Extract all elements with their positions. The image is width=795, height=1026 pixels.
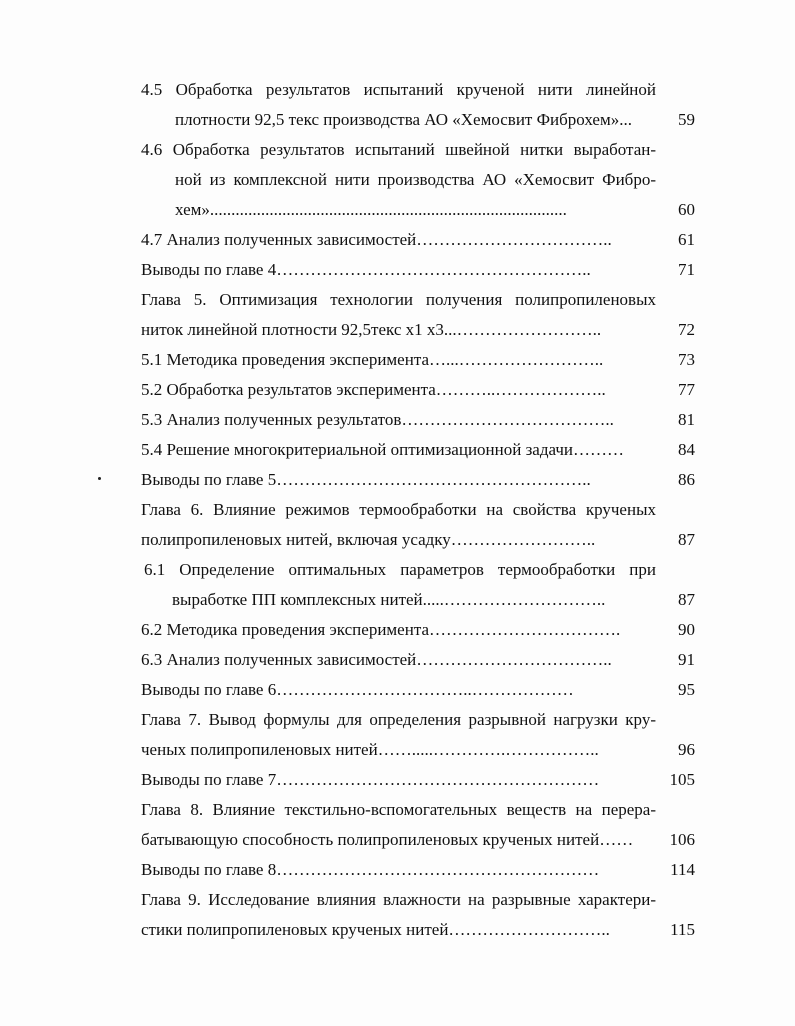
toc-line: 6.3 Анализ полученных зависимостей……………………………..	[141, 650, 612, 669]
toc-page-number: 115	[670, 920, 695, 939]
toc-line: выработке ПП комплексных нитей.....………………………..	[172, 590, 606, 609]
toc-line: Глава 7. Вывод формулы для определения разрывной нагрузки кру-	[141, 710, 656, 729]
toc-line: Глава 5. Оптимизация технологии получения полипропиленовых	[141, 290, 656, 309]
toc-page-number: 96	[678, 740, 695, 759]
toc-page-number: 87	[678, 530, 695, 549]
toc-page-number: 95	[678, 680, 695, 699]
toc-line: Глава 9. Исследование влияния влажности на разрывные характери-	[141, 890, 656, 909]
toc-line: ниток линейной плотности 92,5текс х1 х3...……………………..	[141, 320, 602, 339]
toc-line: 5.3 Анализ полученных результатов………………………………..	[141, 410, 614, 429]
toc-line: 6.1 Определение оптимальных параметров термообработки при	[144, 560, 656, 579]
toc-page-number: 90	[678, 620, 695, 639]
toc-page-number: 73	[678, 350, 695, 369]
toc-page-number: 81	[678, 410, 695, 429]
toc-line: 4.7 Анализ полученных зависимостей……………………………..	[141, 230, 612, 249]
toc-line: Выводы по главе 5………………………………………………..	[141, 470, 591, 489]
toc-line: хем»....................................................................................	[175, 200, 567, 219]
toc-line: ченых полипропиленовых нитей…….....………….……………..	[141, 740, 599, 759]
toc-line: 5.4 Решение многокритериальной оптимизационной задачи………	[141, 440, 625, 459]
toc-page-number: 86	[678, 470, 695, 489]
toc-line: полипропиленовых нитей, включая усадку……………………..	[141, 530, 596, 549]
toc-line: Глава 8. Влияние текстильно-вспомогательных веществ на перера-	[141, 800, 656, 819]
toc-page-number: 77	[678, 380, 695, 399]
toc-line: Выводы по главе 8…………………………………………………	[141, 860, 600, 879]
toc-line: Выводы по главе 6……………………………..………………	[141, 680, 574, 699]
scan-speck	[98, 477, 101, 480]
toc-line: плотности 92,5 текс производства АО «Хемосвит Фиброхем»...	[175, 110, 632, 129]
toc-page-number: 61	[678, 230, 695, 249]
toc-line: Выводы по главе 4………………………………………………..	[141, 260, 591, 279]
toc-page-number: 114	[670, 860, 695, 879]
toc-line: 4.6 Обработка результатов испытаний швейной нитки выработан-	[141, 140, 656, 159]
toc-line: Выводы по главе 7…………………………………………………	[141, 770, 600, 789]
toc-line: батывающую способность полипропиленовых крученых нитей……	[141, 830, 634, 849]
toc-page-number: 106	[669, 830, 695, 849]
toc-page-number: 72	[678, 320, 695, 339]
toc-line: Глава 6. Влияние режимов термообработки на свойства крученых	[141, 500, 656, 519]
toc-page-number: 87	[678, 590, 695, 609]
toc-page-number: 105	[669, 770, 695, 789]
toc-line: 4.5 Обработка результатов испытаний крученой нити линейной	[141, 80, 656, 99]
toc-line: 5.2 Обработка результатов эксперимента………..………………..	[141, 380, 606, 399]
toc-page-number: 71	[678, 260, 695, 279]
toc-page-number: 59	[678, 110, 695, 129]
toc-line: 5.1 Методика проведения эксперимента…...……………………..	[141, 350, 604, 369]
toc-line: 6.2 Методика проведения эксперимента…………………………….	[141, 620, 621, 639]
toc-page-number: 60	[678, 200, 695, 219]
toc-page-number: 91	[678, 650, 695, 669]
toc-line: ной из комплексной нити производства АО «Хемосвит Фибро-	[175, 170, 656, 189]
toc-page-number: 84	[678, 440, 695, 459]
toc-line: стики полипропиленовых крученых нитей………………………..	[141, 920, 610, 939]
